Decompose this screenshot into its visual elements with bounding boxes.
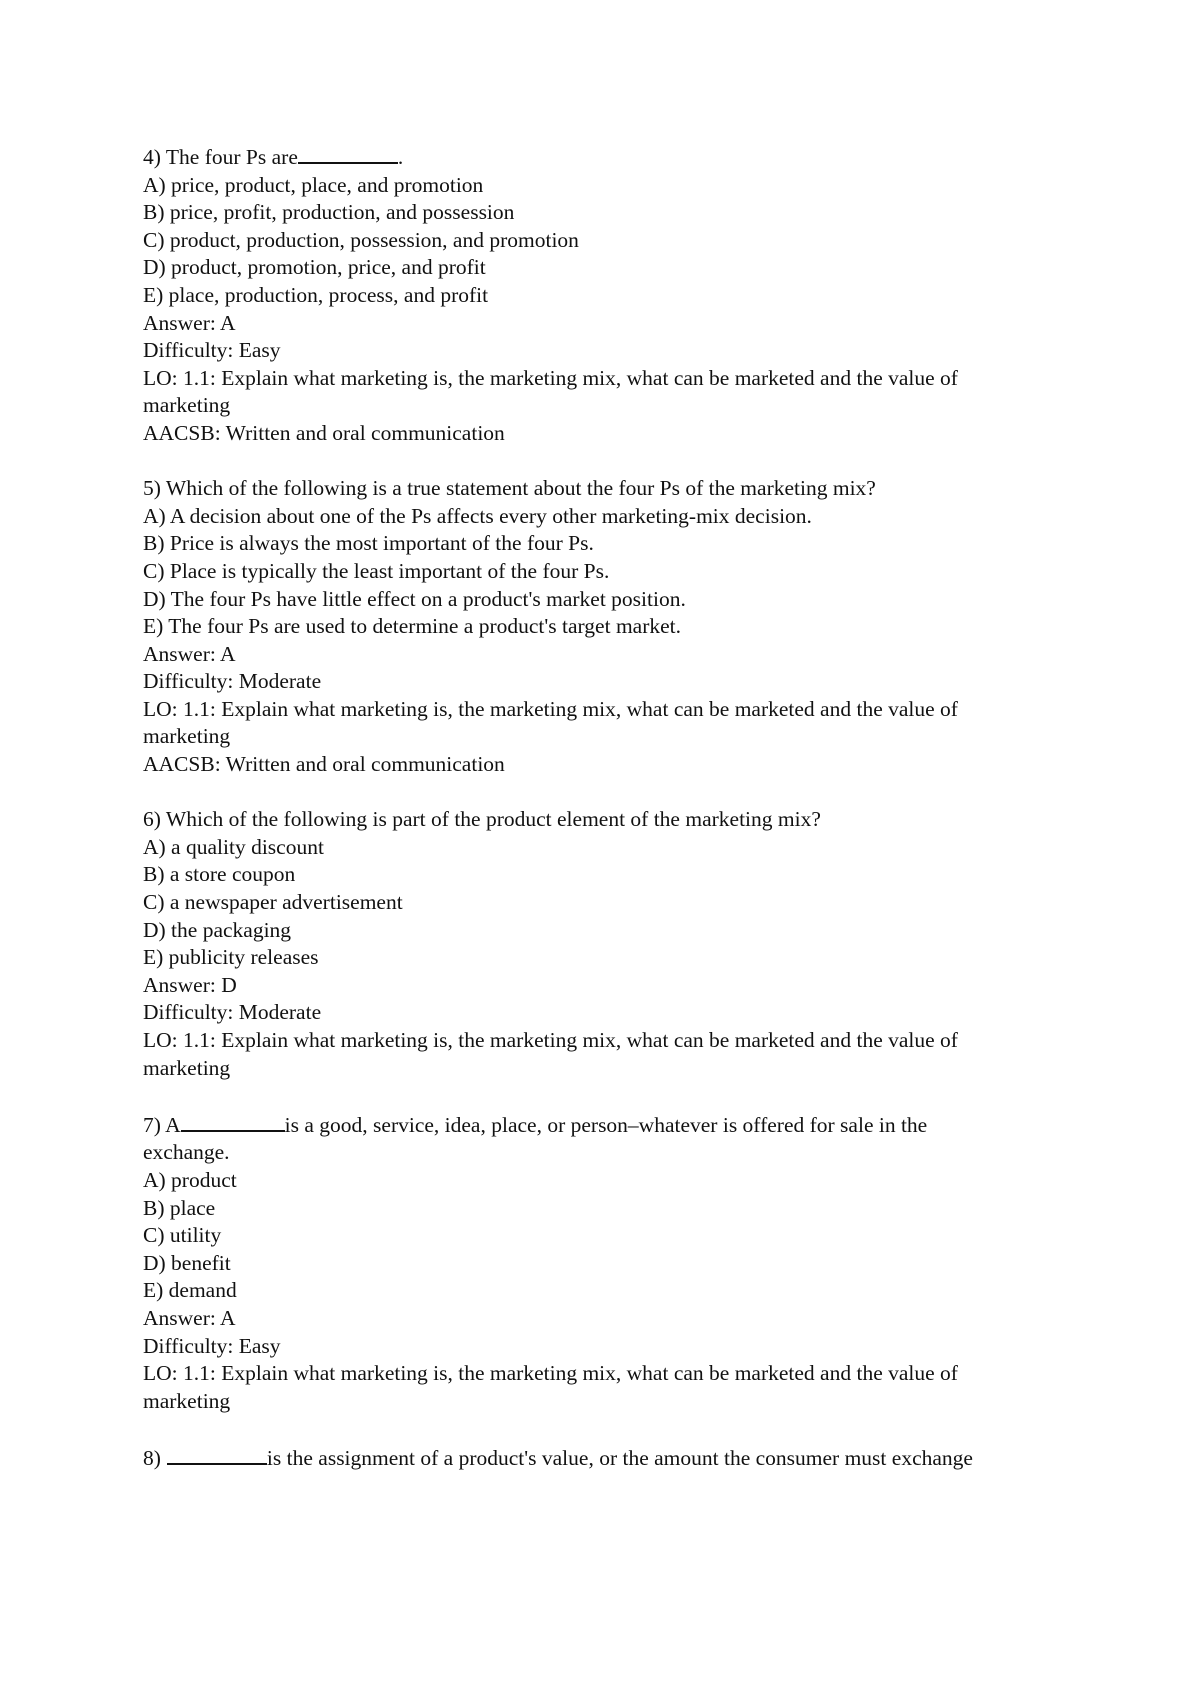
option-b: B) price, profit, production, and possession: [143, 200, 515, 225]
option-d: D) the packaging: [143, 917, 292, 942]
difficulty: Difficulty: Moderate: [143, 669, 322, 694]
option-c: C) product, production, possession, and promotion: [143, 227, 579, 252]
aacsb: AACSB: Written and oral communication: [143, 752, 505, 777]
aacsb: AACSB: Written and oral communication: [143, 420, 505, 445]
answer: Answer: A: [143, 641, 236, 666]
question-8: [143, 1443, 1073, 1473]
option-a: A) a quality discount: [143, 834, 324, 859]
option-c: C) utility: [143, 1223, 222, 1248]
option-a: A) price, product, place, and promotion: [143, 172, 484, 197]
learning-objective: LO: 1.1: Explain what marketing is, the marketing mix, what can be marketed and the value of: [143, 365, 958, 390]
option-e: E) The four Ps are used to determine a product's target market.: [143, 614, 682, 639]
difficulty: Difficulty: Easy: [143, 338, 281, 363]
option-a: A) A decision about one of the Ps affects every other marketing-mix decision.: [143, 503, 812, 528]
answer: Answer: D: [143, 972, 237, 997]
option-b: B) a store coupon: [143, 862, 296, 887]
difficulty: Difficulty: Moderate: [143, 1000, 322, 1025]
question-stem: 6) Which of the following is part of the product element of the marketing mix?: [143, 807, 821, 832]
question-stem: 4) The four Ps are .: [143, 142, 1073, 172]
spacer: [143, 1082, 1073, 1110]
question-6: [143, 806, 1073, 1082]
learning-objective-cont: marketing: [143, 724, 231, 749]
option-c: C) Place is typically the least important of the four Ps.: [143, 558, 610, 583]
answer-blank: [181, 1110, 285, 1132]
learning-objective-cont: marketing: [143, 393, 231, 418]
option-d: D) product, promotion, price, and profit: [143, 255, 486, 280]
question-stem: 7) A is a good, service, idea, place, or person–whatever is offered for sale in the: [143, 1110, 1073, 1140]
option-a: A) product: [143, 1167, 237, 1192]
answer: Answer: A: [143, 1305, 236, 1330]
option-c: C) a newspaper advertisement: [143, 890, 403, 915]
question-stem: 8) is the assignment of a product's value, or the amount the consumer must exchange: [143, 1443, 1073, 1473]
option-e: E) publicity releases: [143, 945, 319, 970]
answer: Answer: A: [143, 310, 236, 335]
option-b: B) place: [143, 1195, 216, 1220]
learning-objective-cont: marketing: [143, 1388, 231, 1413]
question-4: [143, 142, 1073, 448]
option-d: D) The four Ps have little effect on a product's market position.: [143, 586, 686, 611]
learning-objective-cont: marketing: [143, 1055, 231, 1080]
question-stem-cont: exchange.: [143, 1140, 230, 1165]
question-7: [143, 1110, 1073, 1416]
answer-blank: [298, 142, 398, 164]
option-e: E) place, production, process, and profit: [143, 282, 489, 307]
learning-objective: LO: 1.1: Explain what marketing is, the marketing mix, what can be marketed and the value of: [143, 696, 958, 721]
spacer: [143, 779, 1073, 807]
spacer: [143, 448, 1073, 476]
spacer: [143, 1415, 1073, 1443]
option-e: E) demand: [143, 1278, 237, 1303]
answer-blank: [167, 1443, 267, 1465]
question-5: [143, 475, 1073, 779]
learning-objective: LO: 1.1: Explain what marketing is, the marketing mix, what can be marketed and the value of: [143, 1361, 958, 1386]
learning-objective: LO: 1.1: Explain what marketing is, the marketing mix, what can be marketed and the value of: [143, 1028, 958, 1052]
option-d: D) benefit: [143, 1250, 231, 1275]
difficulty: Difficulty: Easy: [143, 1333, 281, 1358]
option-b: B) Price is always the most important of the four Ps.: [143, 531, 594, 556]
document-page: [143, 142, 1073, 1473]
question-stem: 5) Which of the following is a true statement about the four Ps of the marketing mix?: [143, 476, 876, 501]
